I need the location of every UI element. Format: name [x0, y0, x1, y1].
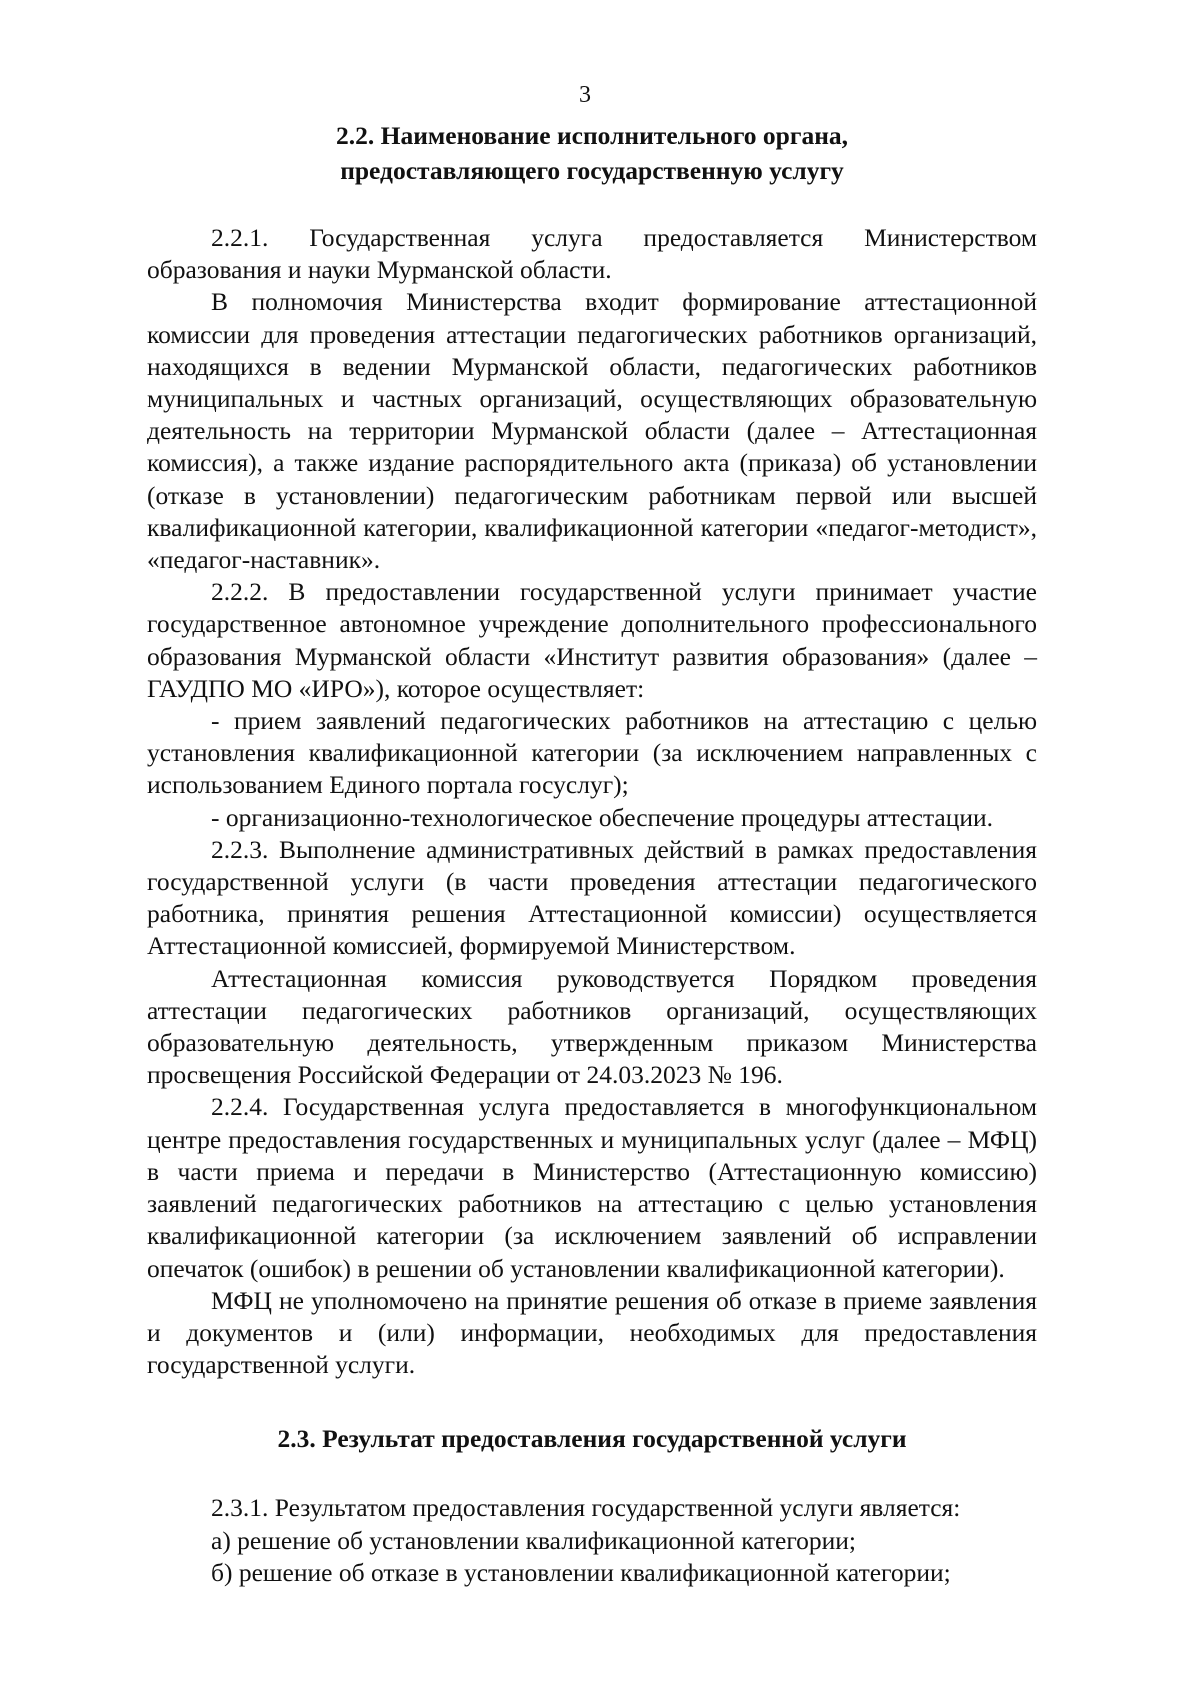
page-number: 3	[579, 82, 591, 108]
paragraph-2-2-2: 2.2.2. В предоставлении государственной услуги принимает участие государственное автономное учреждение дополнительного профессионального образования Мурманской области «Институт развития образования» (далее – ГАУДПО МО «ИРО»), которое осуществляет:	[147, 577, 1037, 703]
section-heading-2-3: 2.3. Результат предоставления государственной услуги	[277, 1424, 907, 1454]
result-item-b: б) решение об отказе в установлении квалификационной категории;	[211, 1557, 951, 1587]
section-heading-2-2-line-1: 2.2. Наименование исполнительного органа,	[335, 121, 849, 150]
paragraph-2-2-4: 2.2.4. Государственная услуга предоставляется в многофункциональном центре предоставления государственных и муниципальных услуг (далее – МФЦ) в части приема и передачи в Министерство (Аттестационную комиссию) заявлений педагогических работников на аттестацию с целью установления квалификационной категории (за исключением заявлений об исправлении опечаток (ошибок) в решении об установлении квалификационной категории).	[147, 1092, 1037, 1283]
section-heading-2-2	[147, 118, 1037, 188]
list-item-technical-support: - организационно-технологическое обеспечение процедуры аттестации.	[211, 802, 994, 832]
document-body	[147, 118, 1037, 1589]
paragraph-mfc-authority: МФЦ не уполномочено на принятие решения об отказе в приеме заявления и документов и (или) информации, необходимых для предоставления государственной услуги.	[147, 1285, 1037, 1380]
section-heading-2-2-line-2: предоставляющего государственную услугу	[340, 156, 844, 185]
paragraph-ministry-powers: В полномочия Министерства входит формирование аттестационной комиссии для проведения аттестации педагогических работников организаций, находящихся в ведении Мурманской области, педагогических работников муниципальных и частных организаций, осуществляющих образовательную деятельность на территории Мурманской области (далее – Аттестационная комиссия), а также издание распорядительного акта (приказа) об установлении (отказе в установлении) педагогическим работникам первой или высшей квалификационной категории, квалификационной категории «педагог-методист», «педагог-наставник».	[147, 287, 1037, 575]
paragraph-2-3-1: 2.3.1. Результатом предоставления государственной услуги является:	[211, 1493, 961, 1523]
paragraph-commission-procedure: Аттестационная комиссия руководствуется Порядком проведения аттестации педагогических работников организаций, осуществляющих образовательную деятельность, утвержденным приказом Министерства просвещения Российской Федерации от 24.03.2023 № 196.	[147, 963, 1037, 1090]
paragraph-2-2-3: 2.2.3. Выполнение административных действий в рамках предоставления государственной услуги (в части проведения аттестации педагогического работника, принятия решения Аттестационной комиссии) осуществляется Аттестационной комиссией, формируемой Министерством.	[147, 834, 1037, 961]
result-item-a: а) решение об установлении квалификационной категории;	[211, 1525, 857, 1555]
list-item-application-intake: - прием заявлений педагогических работников на аттестацию с целью установления квалификационной категории (за исключением направленных с использованием Единого портала госуслуг);	[147, 706, 1037, 800]
paragraph-2-2-1: 2.2.1. Государственная услуга предоставляется Министерством образования и науки Мурманской области.	[147, 223, 1037, 285]
